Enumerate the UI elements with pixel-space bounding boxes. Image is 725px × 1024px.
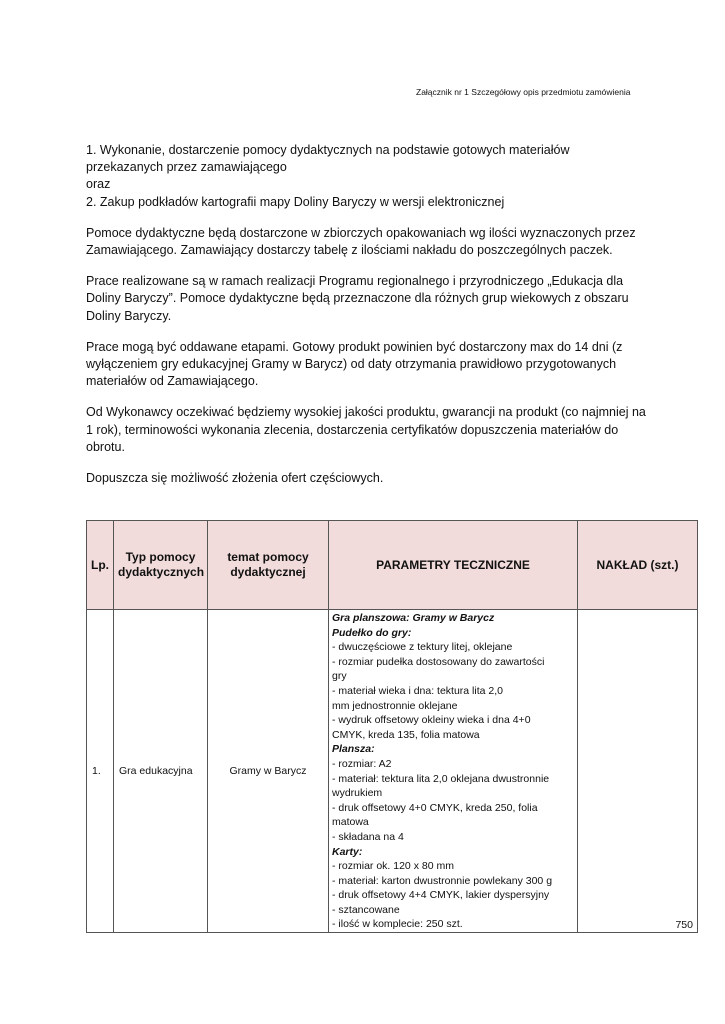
param-line: Pudełko do gry: xyxy=(332,626,412,639)
table-header-row xyxy=(87,521,698,610)
quality-paragraph xyxy=(86,404,646,456)
param-line: Gra planszowa: Gramy w Barycz xyxy=(332,612,495,624)
table-row xyxy=(87,610,698,933)
param-line: CMYK, kreda 135, folia matowa xyxy=(332,728,480,741)
param-line: - druk offsetowy 4+4 CMYK, lakier dyspersyjny xyxy=(332,889,550,902)
cell-temat: Gramy w Barycz xyxy=(208,610,329,933)
param-line: - rozmiar pudełka dostosowany do zawartości xyxy=(332,655,545,668)
packaging-paragraph xyxy=(86,225,646,259)
specification-table xyxy=(86,520,698,933)
attachment-note: Załącznik nr 1 Szczegółowy opis przedmiotu zamówienia xyxy=(416,87,631,97)
header-naklad: NAKŁAD (szt.) xyxy=(578,521,698,610)
cell-naklad: 750 xyxy=(578,610,698,933)
param-line: - materiał: tektura lita 2,0 oklejana dwustronnie xyxy=(332,772,550,785)
quality-line-1: Od Wykonawcy oczekiwać będziemy wysokiej jakości produktu, gwarancji na produkt (co najmniej na xyxy=(86,405,646,420)
param-line: - materiał: karton dwustronnie powlekany 300 g xyxy=(332,874,553,887)
partial-offers-paragraph: Dopuszcza się możliwość złożenia ofert częściowych. xyxy=(86,471,384,486)
header-temat-line-1: temat pomocy xyxy=(227,550,309,564)
header-typ-line-2: dydaktycznych xyxy=(118,565,205,579)
header-temat xyxy=(208,521,329,610)
header-lp: Lp. xyxy=(87,521,114,610)
cell-params xyxy=(329,610,578,933)
param-line: mm jednostronnie oklejane xyxy=(332,699,458,712)
param-line: Karty: xyxy=(332,845,363,858)
param-line: - rozmiar ok. 120 x 80 mm xyxy=(332,860,454,873)
param-line: - składana na 4 xyxy=(332,830,404,843)
quality-line-3: obrotu. xyxy=(86,439,125,454)
param-line: matowa xyxy=(332,816,369,829)
intro-line-4: 2. Zakup podkładów kartografii mapy Doliny Baryczy w wersji elektronicznej xyxy=(86,194,505,209)
param-line: wydrukiem xyxy=(332,787,383,800)
param-line: - rozmiar: A2 xyxy=(332,757,392,770)
program-line-3: Doliny Baryczy. xyxy=(86,308,172,323)
packaging-line-2: Zamawiającego. Zamawiający dostarczy tabelę z ilościami nakładu do poszczególnych paczek. xyxy=(86,243,613,258)
header-typ xyxy=(114,521,208,610)
param-line: - materiał wieka i dna: tektura lita 2,0 xyxy=(332,684,503,697)
program-line-2: Doliny Baryczy”. Pomoce dydaktyczne będą przeznaczone dla różnych grup wiekowych z obszaru xyxy=(86,291,629,306)
param-line: Plansza: xyxy=(332,743,375,756)
param-line: - druk offsetowy 4+0 CMYK, kreda 250, folia xyxy=(332,801,538,814)
packaging-line-1: Pomoce dydaktyczne będą dostarczone w zbiorczych opakowaniach wg ilości wyznaczonych przez xyxy=(86,225,636,240)
delivery-line-1: Prace mogą być oddawane etapami. Gotowy produkt powinien być dostarczony max do 14 dni (z xyxy=(86,339,623,354)
param-line: - wydruk offsetowy okleiny wieka i dna 4+0 xyxy=(332,714,531,727)
delivery-paragraph xyxy=(86,339,646,391)
header-params: PARAMETRY TECZNICZNE xyxy=(329,521,578,610)
header-typ-line-1: Typ pomocy xyxy=(125,550,196,564)
param-line: - ilość w komplecie: 250 szt. xyxy=(332,918,463,931)
delivery-line-2: wyłączeniem gry edukacyjnej Gramy w Barycz) od daty otrzymania prawidłowo przygotowanych xyxy=(86,357,617,372)
program-line-1: Prace realizowane są w ramach realizacji Programu regionalnego i przyrodniczego „Edukacja dla xyxy=(86,274,624,289)
cell-lp: 1. xyxy=(87,610,114,933)
intro-paragraph xyxy=(86,142,646,211)
intro-line-1: 1. Wykonanie, dostarczenie pomocy dydaktycznych na podstawie gotowych materiałów xyxy=(86,143,570,157)
header-temat-line-2: dydaktycznej xyxy=(230,565,306,579)
quality-line-2: 1 rok), terminowości wykonania zlecenia, dostarczenia certyfikatów dopuszczenia materiałów do xyxy=(86,422,619,437)
program-paragraph xyxy=(86,273,646,325)
cell-typ: Gra edukacyjna xyxy=(114,610,208,933)
param-line: gry xyxy=(332,670,347,683)
intro-line-3: oraz xyxy=(86,177,111,192)
document-body xyxy=(86,142,646,487)
param-line: - sztancowane xyxy=(332,903,400,916)
delivery-line-3: materiałów od Zamawiającego. xyxy=(86,374,259,389)
intro-line-2: przekazanych przez zamawiającego xyxy=(86,160,287,175)
param-line: - dwuczęściowe z tektury litej, oklejane xyxy=(332,641,513,654)
